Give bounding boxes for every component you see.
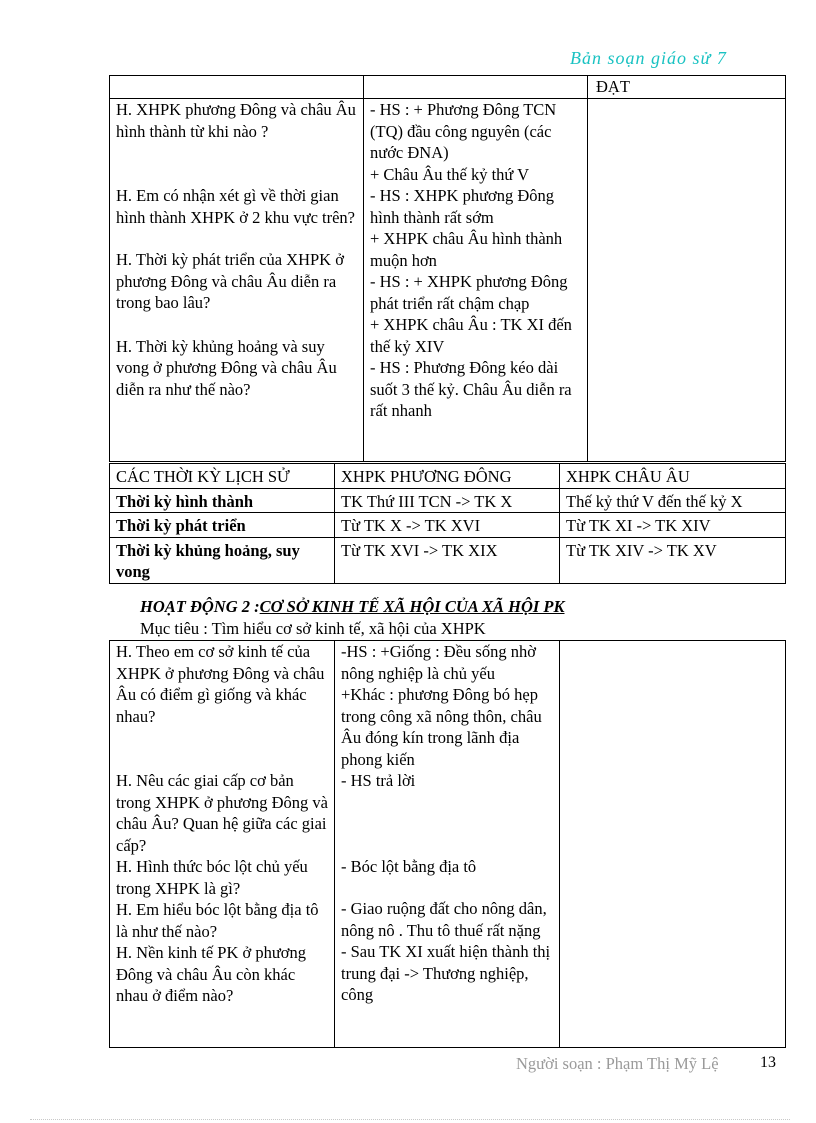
east-cell: Từ TK XVI -> TK XIX xyxy=(335,537,560,583)
question-cell xyxy=(110,641,335,1048)
question: H. Thời kỳ khủng hoảng và suy vong ở phương Đông và châu Âu diễn ra như thế nào? xyxy=(116,336,337,399)
table-row xyxy=(110,99,786,462)
period-cell: Thời kỳ phát triển xyxy=(110,513,335,538)
header-cell xyxy=(110,76,364,99)
comparison-table xyxy=(109,463,786,584)
table-row xyxy=(110,641,786,1048)
question: H. Em hiểu bóc lột bằng địa tô là như thế nào? xyxy=(116,900,319,941)
answer: - Bóc lột bằng địa tô xyxy=(341,856,477,876)
question: H. XHPK phương Đông và châu Âu hình thành từ khi nào ? xyxy=(116,100,356,141)
page-number: 13 xyxy=(760,1054,776,1071)
header-cell: XHPK PHƯƠNG ĐÔNG xyxy=(335,464,560,489)
question-cell xyxy=(110,99,364,462)
question: H. Hình thức bóc lột chủ yếu trong XHPK là gì? xyxy=(116,857,308,898)
table-row xyxy=(110,537,786,583)
evaluation-cell xyxy=(588,99,786,462)
header-cell-dat: ĐẠT xyxy=(588,76,786,99)
east-cell: Từ TK X -> TK XVI xyxy=(335,513,560,538)
section-heading xyxy=(140,597,565,617)
period-cell: Thời kỳ khủng hoảng, suy vong xyxy=(110,537,335,583)
section-heading-prefix: HOẠT ĐỘNG 2 : xyxy=(140,597,260,616)
footer-divider xyxy=(30,1119,790,1120)
table-row xyxy=(110,513,786,538)
answer: + XHPK châu Âu : TK XI đến thế kỷ XIV xyxy=(370,315,572,356)
header-decoration: Bản soạn giáo sử 7 xyxy=(570,48,727,68)
answer-cell xyxy=(364,99,588,462)
footer-author: Người soạn : Phạm Thị Mỹ Lệ xyxy=(516,1054,719,1073)
activity-table-2 xyxy=(109,640,786,1048)
answer: - HS : XHPK phương Đông hình thành rất sớm xyxy=(370,186,555,227)
answer-cell xyxy=(335,641,560,1048)
answer: - Giao ruộng đất cho nông dân, nông nô . Thu tô thuế rất nặng xyxy=(341,899,547,940)
table-row xyxy=(110,488,786,513)
answer: - HS trả lời xyxy=(341,771,416,790)
question: H. Em có nhận xét gì về thời gian hình thành XHPK ở 2 khu vực trên? xyxy=(116,186,356,227)
answer: - HS : + XHPK phương Đông phát triển rất chậm chạp xyxy=(370,272,568,313)
east-cell: TK Thứ III TCN -> TK X xyxy=(335,488,560,513)
table-header-row xyxy=(110,76,786,99)
evaluation-cell xyxy=(560,641,786,1048)
table-header-row xyxy=(110,464,786,489)
activity-table-1 xyxy=(109,75,786,462)
question: H. Nêu các giai cấp cơ bản trong XHPK ở phương Đông và châu Âu? Quan hệ giữa các giai cấp? xyxy=(116,771,329,855)
section-objective: Mục tiêu : Tìm hiểu cơ sở kinh tế, xã hội của XHPK xyxy=(140,619,486,638)
europe-cell: Thế kỷ thứ V đến thế kỷ X xyxy=(560,488,786,513)
answer: -HS : +Giống : Đều sống nhờ nông nghiệp là chủ yếu xyxy=(341,642,536,683)
section-heading-title: CƠ SỞ KINH TẾ XÃ HỘI CỦA XÃ HỘI PK xyxy=(259,597,565,616)
europe-cell: Từ TK XI -> TK XIV xyxy=(560,513,786,538)
header-cell: XHPK CHÂU ÂU xyxy=(560,464,786,489)
answer: + XHPK châu Âu hình thành muộn hơn xyxy=(370,229,563,270)
question: H. Thời kỳ phát triển của XHPK ở phương Đông và châu Âu diễn ra trong bao lâu? xyxy=(116,250,344,312)
answer: + Châu Âu thế kỷ thứ V xyxy=(370,164,530,184)
answer: - HS : + Phương Đông TCN (TQ) đầu công nguyên (các nước ĐNA) xyxy=(370,100,557,162)
answer: - HS : Phương Đông kéo dài suốt 3 thế kỷ. Châu Âu diễn ra rất nhanh xyxy=(370,358,572,420)
period-cell: Thời kỳ hình thành xyxy=(110,488,335,513)
header-cell: CÁC THỜI KỲ LỊCH SỬ xyxy=(110,464,335,489)
question: H. Theo em cơ sở kinh tế của XHPK ở phương Đông và châu Âu có điểm gì giống và khác nhau? xyxy=(116,642,325,726)
question: H. Nền kinh tế PK ở phương Đông và châu Âu còn khác nhau ở điểm nào? xyxy=(116,943,307,1005)
answer: +Khác : phương Đông bó hẹp trong công xã nông thôn, châu Âu đóng kín trong lãnh địa phong kiến xyxy=(341,685,542,769)
answer: - Sau TK XI xuất hiện thành thị trung đại -> Thương nghiệp, công xyxy=(341,942,551,1004)
header-cell xyxy=(364,76,588,99)
europe-cell: Từ TK XIV -> TK XV xyxy=(560,537,786,583)
